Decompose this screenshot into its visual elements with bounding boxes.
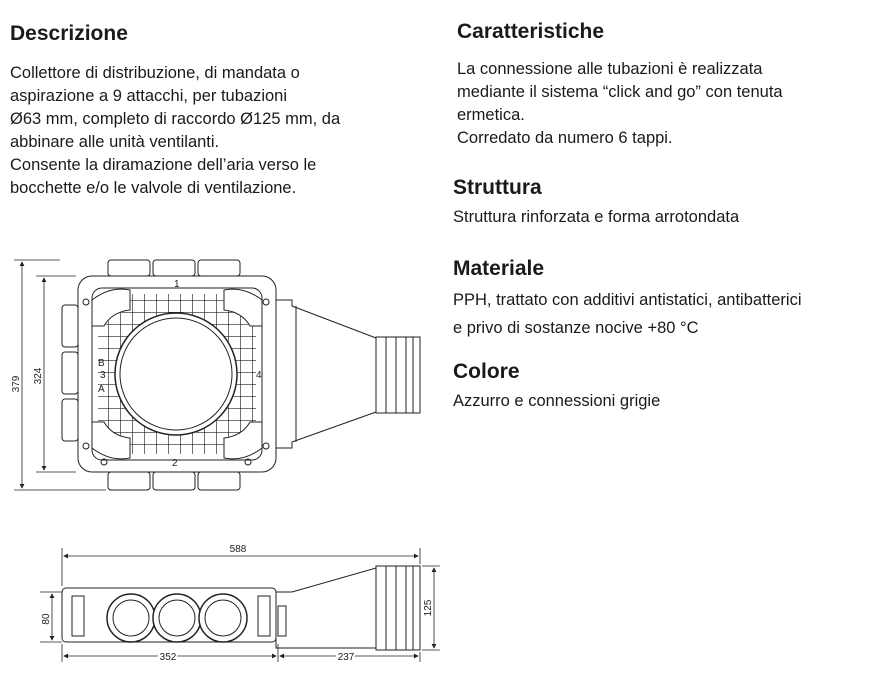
central-outlet-circle [115,313,237,435]
port-label: 3 [100,370,106,381]
outlet-taper [276,300,376,448]
port-label: 2 [172,458,178,469]
top-view [62,260,420,490]
port-lug [198,260,240,276]
port-lug [108,260,150,276]
materiale-heading: Materiale [453,257,545,280]
text-line: abbinare alle unità ventilanti. [10,133,220,151]
text-line: aspirazione a 9 attacchi, per tubazioni [10,87,288,105]
text-line: Ø63 mm, completo di raccordo Ø125 mm, da [10,110,341,128]
dimension-label-379: 379 [11,375,22,393]
text-line: ermetica. [457,106,525,124]
descrizione-heading: Descrizione [10,22,128,45]
dimension-label-352: 352 [159,652,177,663]
port-lug [153,472,195,490]
screw-hole [263,299,269,305]
screw-hole [83,443,89,449]
text-line: e privo di sostanze nocive +80 °C [453,319,699,337]
dimension-label-237: 237 [337,652,355,663]
dimension-label-125: 125 [423,599,434,617]
port-lug [62,352,78,394]
port-label: 1 [174,279,180,290]
side-taper [276,568,376,648]
dimension-label-80: 80 [41,613,52,625]
dimension-label-324: 324 [33,367,44,385]
text-line: PPH, trattato con additivi antistatici, antibatterici [453,291,802,309]
text-line: Struttura rinforzata e forma arrotondata [453,208,740,226]
colore-heading: Colore [453,360,520,383]
text-line: Consente la diramazione dell’aria verso le [10,156,317,174]
port-lug [153,260,195,276]
text-line: Azzurro e connessioni grigie [453,392,661,410]
caratteristiche-heading: Caratteristiche [457,20,605,43]
port-label: B [98,358,105,369]
struttura-heading: Struttura [453,176,542,199]
text-line: Corredato da numero 6 tappi. [457,129,673,147]
side-port [107,594,155,642]
side-port [199,594,247,642]
port-lug [62,305,78,347]
port-lug [108,472,150,490]
text-line: bocchette e/o le valvole di ventilazione. [10,179,297,197]
screw-hole [263,443,269,449]
port-label: 4 [256,370,262,381]
dimension-label-588: 588 [229,544,247,555]
screw-hole [83,299,89,305]
port-lug [198,472,240,490]
text-line: Collettore di distribuzione, di mandata o [10,64,300,82]
side-port [153,594,201,642]
side-view [62,566,420,650]
text-line: mediante il sistema “click and go” con tenuta [457,83,783,101]
port-label: A [98,384,105,395]
port-lug [62,399,78,441]
text-line: La connessione alle tubazioni è realizzata [457,60,763,78]
